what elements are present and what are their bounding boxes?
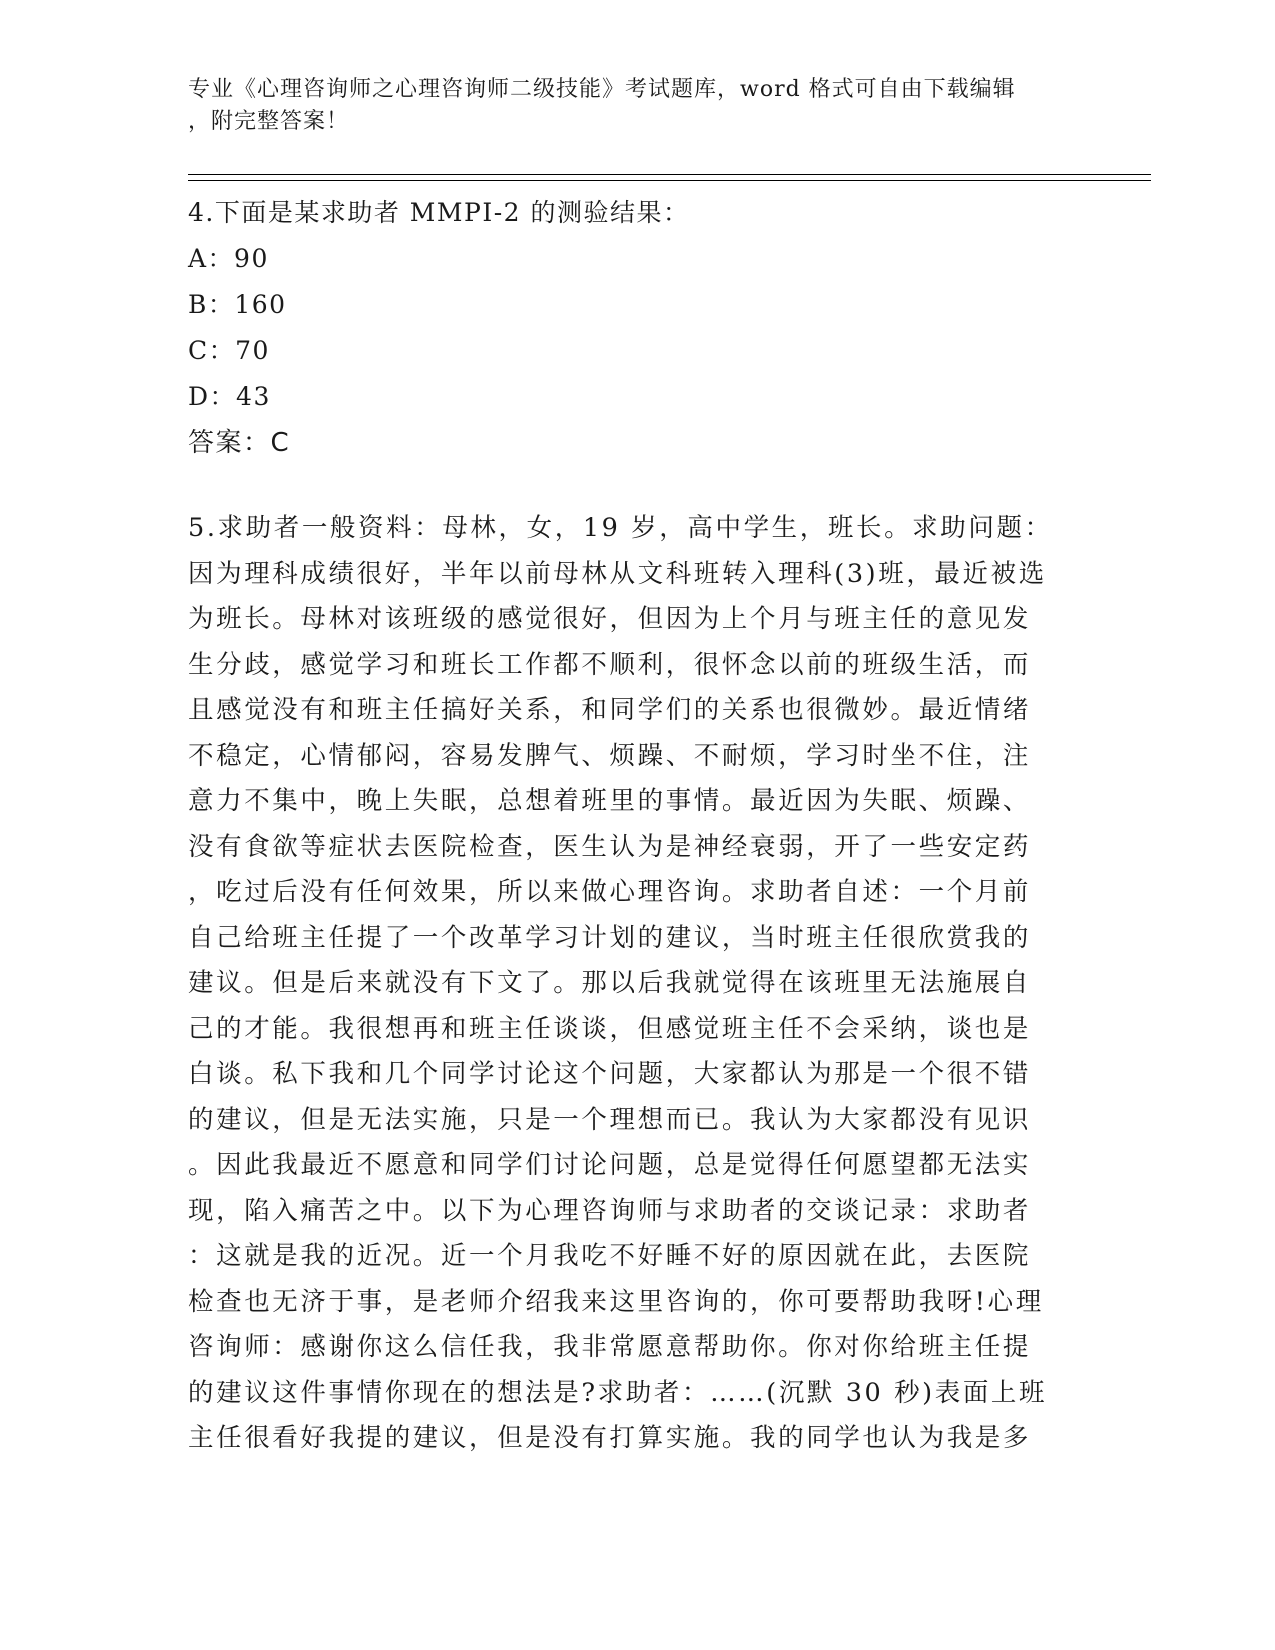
- header-line-2: ，附完整答案！: [188, 109, 350, 134]
- paragraph-line: 己的才能。我很想再和班主任谈谈，但感觉班主任不会采纳，谈也是: [188, 1013, 1032, 1044]
- option-d: D：43: [188, 382, 271, 411]
- answer-line: 答案：C: [188, 428, 291, 458]
- question-4: [188, 190, 1068, 466]
- paragraph-line: 且感觉没有和班主任搞好关系，和同学们的关系也很微妙。最近情绪: [188, 695, 1032, 725]
- paragraph-line: 5.求助者一般资料：母林，女，19 岁，高中学生，班长。求助问题：: [188, 513, 1053, 543]
- question-5: [188, 506, 1068, 1462]
- paragraph-line: 。因此我最近不愿意和同学们讨论问题，总是觉得任何愿望都无法实: [188, 1150, 1032, 1180]
- paragraph-line: 自己给班主任提了一个改革学习计划的建议，当时班主任很欣赏我的: [188, 922, 1032, 953]
- paragraph-line: 的建议这件事情你现在的想法是?求助者：……(沉默 30 秒)表面上班: [188, 1377, 1048, 1408]
- paragraph-line: 主任很看好我提的建议，但是没有打算实施。我的同学也认为我是多: [188, 1423, 1032, 1453]
- paragraph-line: 为班长。母林对该班级的感觉很好，但因为上个月与班主任的意见发: [188, 604, 1032, 634]
- paragraph-line: 白谈。私下我和几个同学讨论这个问题，大家都认为那是一个很不错: [188, 1059, 1032, 1089]
- header-line-1: 专业《心理咨询师之心理咨询师二级技能》考试题库，word 格式可自由下载编辑: [188, 77, 1016, 102]
- document-header: [188, 74, 1068, 138]
- option-c: C：70: [188, 336, 270, 365]
- paragraph-line: ，吃过后没有任何效果，所以来做心理咨询。求助者自述：一个月前: [188, 877, 1032, 907]
- paragraph-line: 咨询师：感谢你这么信任我，我非常愿意帮助你。你对你给班主任提: [188, 1332, 1032, 1362]
- paragraph-line: 现，陷入痛苦之中。以下为心理咨询师与求助者的交谈记录：求助者: [188, 1195, 1032, 1226]
- paragraph-line: 不稳定，心情郁闷，容易发脾气、烦躁、不耐烦，学习时坐不住，注: [188, 740, 1032, 771]
- paragraph-line: 因为理科成绩很好，半年以前母林从文科班转入理科(3)班，最近被选: [188, 558, 1047, 589]
- option-a: A：90: [188, 244, 269, 273]
- paragraph-line: 的建议，但是无法实施，只是一个理想而已。我认为大家都没有见识: [188, 1104, 1032, 1135]
- question-stem: 4.下面是某求助者 MMPI-2 的测验结果：: [188, 198, 690, 227]
- paragraph-line: 意力不集中，晚上失眠，总想着班里的事情。最近因为失眠、烦躁、: [188, 786, 1032, 816]
- paragraph-line: ：这就是我的近况。近一个月我吃不好睡不好的原因就在此，去医院: [188, 1241, 1032, 1271]
- paragraph-line: 生分歧，感觉学习和班长工作都不顺利，很怀念以前的班级生活，而: [188, 649, 1032, 680]
- paragraph-line: 检查也无济于事，是老师介绍我来这里咨询的，你可要帮助我呀!心理: [188, 1286, 1044, 1317]
- header-divider-bottom: [188, 180, 1151, 181]
- paragraph-line: 没有食欲等症状去医院检查，医生认为是神经衰弱，开了一些安定药: [188, 831, 1032, 862]
- option-b: B：160: [188, 290, 287, 319]
- header-divider-top: [188, 174, 1151, 175]
- paragraph-line: 建议。但是后来就没有下文了。那以后我就觉得在该班里无法施展自: [188, 968, 1032, 998]
